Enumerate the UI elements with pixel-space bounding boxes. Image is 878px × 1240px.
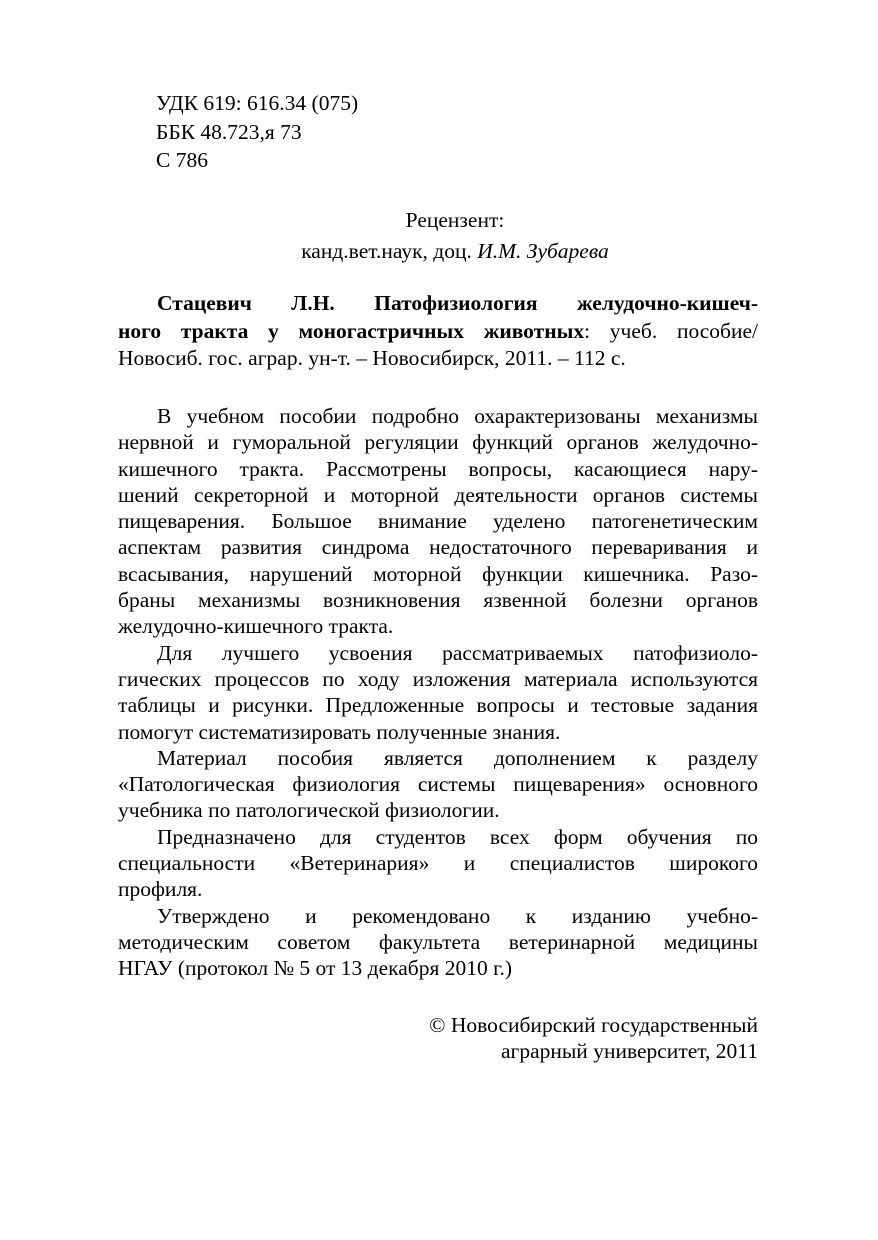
abstract-line: Предназначено для студентов всех форм обучения по — [157, 824, 758, 849]
abstract-line: шений секреторной и моторной деятельности органов системы — [118, 482, 758, 507]
copyright-block — [400, 1012, 758, 1064]
copyright-line-2: аграрный университет, 2011 — [500, 1039, 758, 1063]
citation-line-2: ного тракта у моногастричных животных: учеб. пособие/ — [118, 318, 758, 343]
abstract-line: В учебном пособии подробно охарактеризованы механизмы — [157, 404, 758, 428]
abstract — [118, 403, 758, 982]
reviewer-line — [250, 236, 660, 267]
reviewer-block — [250, 205, 660, 267]
copyright-line-1: © Новосибирский государственный — [429, 1013, 758, 1037]
udk-code: УДК 619: 616.34 (075) — [156, 91, 359, 115]
reviewer-name: И.М. Зубарева — [477, 239, 609, 263]
reviewer-title: канд.вет.наук, доц. — [301, 239, 472, 263]
abstract-line: желудочно-кишечного тракта. — [118, 614, 394, 639]
citation-line-1: Стацевич Л.Н. Патофизиология желудочно-кишеч- — [157, 291, 758, 315]
abstract-line: Утверждено и рекомендовано к изданию учебно- — [157, 903, 758, 928]
abstract-line: Для лучшего усвоения рассматриваемых патофизиоло- — [157, 640, 758, 665]
reviewer-label: Рецензент: — [405, 208, 505, 232]
abstract-line: профиля. — [118, 877, 203, 902]
abstract-line: пищеварения. Большое внимание уделено патогенетическим — [118, 509, 758, 534]
abstract-line: гических процессов по ходу изложения материала используются — [118, 666, 758, 691]
abstract-line: аспектам развития синдрома недостаточного переваривания и — [118, 535, 758, 560]
abstract-line: кишечного тракта. Рассмотрены вопросы, касающиеся нару- — [118, 456, 758, 481]
bbk-code: ББК 48.723,я 73 — [156, 119, 302, 144]
bibliographic-citation — [118, 290, 758, 373]
citation-line-3: Новосиб. гос. аграр. ун-т. – Новосибирск, 2011. – 112 с. — [118, 346, 626, 370]
abstract-line: Материал пособия является дополнением к разделу — [157, 745, 758, 770]
abstract-line: учебника по патологической физиологии. — [118, 798, 500, 823]
abstract-line: браны механизмы возникновения язвенной болезни органов — [118, 588, 758, 613]
abstract-line: НГАУ (протокол № 5 от 13 декабря 2010 г.) — [118, 956, 513, 981]
abstract-line: специальности «Ветеринария» и специалистов широкого — [118, 851, 758, 876]
abstract-line: «Патологическая физиология системы пищеварения» основного — [118, 772, 758, 797]
abstract-line: помогут систематизировать полученные знания. — [118, 719, 561, 744]
abstract-line: методическим советом факультета ветеринарной медицины — [118, 929, 758, 954]
abstract-line: таблицы и рисунки. Предложенные вопросы и тестовые задания — [118, 693, 758, 718]
abstract-line: всасывания, нарушений моторной функции кишечника. Разо- — [118, 561, 758, 586]
abstract-line: нервной и гуморальной регуляции функций органов желудочно- — [118, 430, 758, 455]
classification-block — [156, 89, 358, 175]
author-mark: С 786 — [156, 148, 208, 172]
